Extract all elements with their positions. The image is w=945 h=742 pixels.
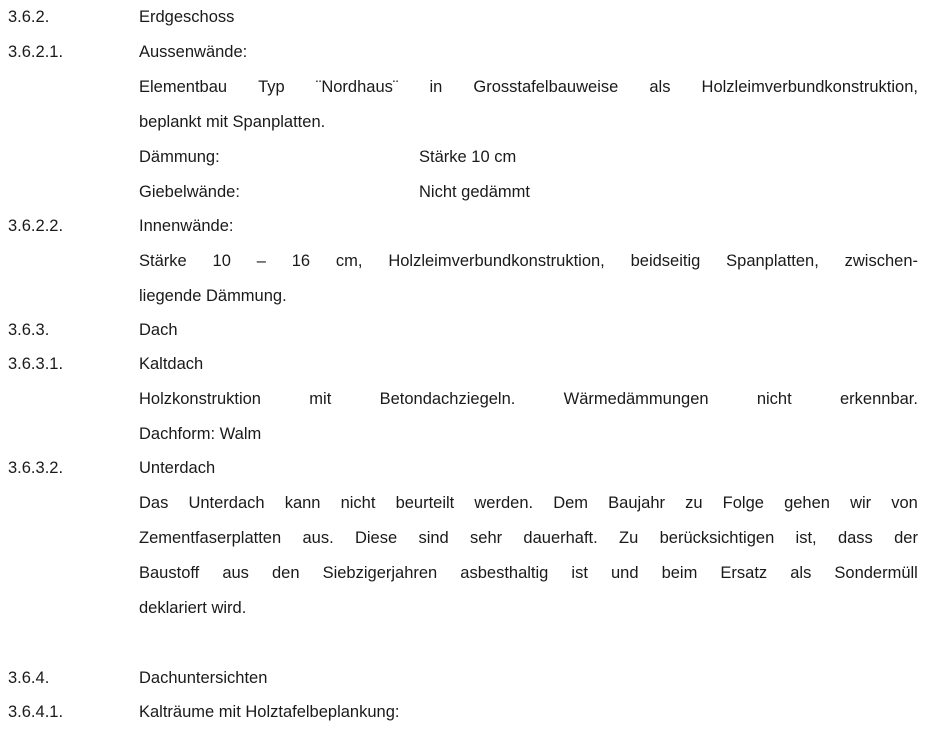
word: als: [790, 564, 812, 582]
word: Zu: [619, 529, 639, 547]
word: cm,: [335, 252, 363, 270]
word: beidseitig: [630, 252, 701, 270]
paragraph-line: [139, 78, 918, 97]
paragraph-line: beplankt mit Spanplatten.: [139, 113, 326, 131]
word: und: [610, 564, 639, 582]
section-number: 3.6.3.2.: [8, 459, 64, 477]
word: Siebzigerjahren: [322, 564, 438, 582]
word: Typ: [258, 78, 285, 96]
word: beim: [661, 564, 698, 582]
word: ist,: [795, 529, 817, 547]
word: wir: [850, 494, 872, 512]
word: aus: [222, 564, 249, 582]
word: nicht: [340, 494, 376, 512]
word: mit: [309, 390, 332, 408]
section-heading: Kalträume mit Holztafelbeplankung:: [139, 703, 400, 721]
section-heading: Dach: [139, 321, 178, 339]
section-number: 3.6.2.2.: [8, 217, 64, 235]
word: Holzleimverbundkonstruktion,: [388, 252, 605, 270]
section-number: 3.6.4.1.: [8, 703, 64, 721]
section-number: 3.6.2.: [8, 8, 50, 26]
section-number: 3.6.3.1.: [8, 355, 64, 373]
word: beurteilt: [395, 494, 455, 512]
word: der: [894, 529, 918, 547]
word: Zementfaserplatten: [139, 529, 282, 547]
section-heading: Unterdach: [139, 459, 216, 477]
word: Folge: [722, 494, 764, 512]
word: 10: [212, 252, 231, 270]
word: Baujahr: [608, 494, 666, 512]
word: Holzleimverbundkonstruktion,: [701, 78, 918, 96]
word: Spanplatten,: [726, 252, 819, 270]
word: 16: [291, 252, 311, 270]
word: von: [891, 494, 918, 512]
word: werden.: [474, 494, 534, 512]
word: Wärmedämmungen: [563, 390, 709, 408]
paragraph-line: [139, 252, 918, 271]
word: kann: [284, 494, 321, 512]
word: Holzkonstruktion: [139, 390, 261, 408]
section-heading: Innenwände:: [139, 217, 234, 235]
section-number: 3.6.3.: [8, 321, 50, 339]
word: Unterdach: [188, 494, 265, 512]
word: Ersatz: [720, 564, 768, 582]
section-heading: Dachuntersichten: [139, 669, 268, 687]
property-label: Dämmung:: [139, 148, 220, 166]
paragraph-line: [139, 564, 918, 583]
word: Betondachziegeln.: [379, 390, 516, 408]
section-number: 3.6.4.: [8, 669, 50, 687]
paragraph-line: [139, 529, 918, 548]
word: Stärke: [139, 252, 187, 270]
word: in: [429, 78, 443, 96]
word: Das: [139, 494, 169, 512]
word: berücksichtigen: [659, 529, 775, 547]
word: sehr: [470, 529, 503, 547]
word: ¨Nordhaus¨: [315, 78, 399, 96]
word: asbesthaltig: [460, 564, 549, 582]
paragraph-line: liegende Dämmung.: [139, 287, 287, 305]
paragraph-line: [139, 494, 918, 513]
word: zwischen-: [844, 252, 918, 270]
word: nicht: [756, 390, 792, 408]
word: Grosstafelbauweise: [473, 78, 619, 96]
word: ist: [571, 564, 588, 582]
property-value: Stärke 10 cm: [419, 148, 517, 166]
paragraph-line: [139, 390, 918, 409]
word: als: [649, 78, 671, 96]
section-number: 3.6.2.1.: [8, 43, 64, 61]
paragraph-line: Dachform: Walm: [139, 425, 262, 443]
word: erkennbar.: [840, 390, 918, 408]
section-heading: Kaltdach: [139, 355, 204, 373]
word: den: [271, 564, 300, 582]
word: aus.: [302, 529, 334, 547]
word: dauerhaft.: [523, 529, 598, 547]
word: Baustoff: [139, 564, 200, 582]
word: Diese: [354, 529, 398, 547]
word: zu: [685, 494, 703, 512]
word: sind: [418, 529, 449, 547]
paragraph-line: deklariert wird.: [139, 599, 247, 617]
word: gehen: [784, 494, 830, 512]
word: Elementbau: [139, 78, 228, 96]
word: dass: [837, 529, 873, 547]
word: Dem: [553, 494, 589, 512]
property-value: Nicht gedämmt: [419, 183, 530, 201]
word: –: [256, 252, 266, 270]
section-heading: Erdgeschoss: [139, 8, 235, 26]
property-label: Giebelwände:: [139, 183, 240, 201]
section-heading: Aussenwände:: [139, 43, 248, 61]
word: Sondermüll: [834, 564, 918, 582]
